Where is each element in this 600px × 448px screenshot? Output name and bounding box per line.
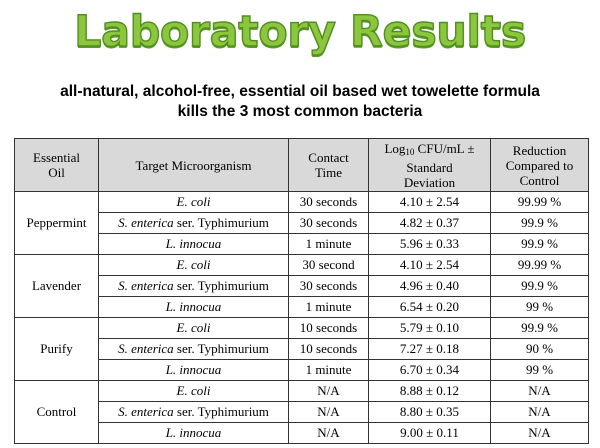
header-essential-oil: Essential Oil bbox=[15, 139, 99, 192]
table-row bbox=[15, 213, 589, 234]
results-table bbox=[14, 138, 589, 444]
contact-time-cell: 30 seconds bbox=[289, 213, 369, 234]
reduction-cell: 99 % bbox=[491, 297, 589, 318]
microorganism-cell bbox=[99, 297, 289, 318]
reduction-cell: 99.99 % bbox=[491, 192, 589, 213]
log-cfu-cell: 6.70 ± 0.34 bbox=[369, 360, 491, 381]
log-cfu-cell: 4.10 ± 2.54 bbox=[369, 192, 491, 213]
microorganism-species: S. enterica bbox=[118, 215, 174, 230]
reduction-cell: 99 % bbox=[491, 360, 589, 381]
page-title: Laboratory Results bbox=[74, 7, 526, 57]
header-reduction: Reduction Compared to Control bbox=[491, 139, 589, 192]
header-target-microorganism: Target Microorganism bbox=[99, 139, 289, 192]
header-log-cfu: Log$_{10}$ CFU/mL ± Standard Deviation bbox=[369, 139, 491, 192]
essential-oil-cell: Peppermint bbox=[15, 192, 99, 255]
microorganism-species: E. coli bbox=[176, 383, 211, 398]
microorganism-serovar: ser. Typhimurium bbox=[173, 278, 269, 293]
contact-time-cell: 30 second bbox=[289, 255, 369, 276]
microorganism-species: E. coli bbox=[176, 320, 211, 335]
reduction-cell: 99.99 % bbox=[491, 255, 589, 276]
table-row bbox=[15, 423, 589, 444]
microorganism-cell bbox=[99, 276, 289, 297]
microorganism-cell bbox=[99, 234, 289, 255]
table-row bbox=[15, 297, 589, 318]
microorganism-serovar: ser. Typhimurium bbox=[173, 215, 269, 230]
reduction-cell: N/A bbox=[491, 402, 589, 423]
reduction-cell: N/A bbox=[491, 423, 589, 444]
contact-time-cell: N/A bbox=[289, 402, 369, 423]
microorganism-species: S. enterica bbox=[118, 341, 174, 356]
table-row bbox=[15, 318, 589, 339]
microorganism-species: E. coli bbox=[176, 257, 211, 272]
log-cfu-cell: 5.96 ± 0.33 bbox=[369, 234, 491, 255]
contact-time-cell: 1 minute bbox=[289, 234, 369, 255]
microorganism-cell bbox=[99, 360, 289, 381]
contact-time-cell: 10 seconds bbox=[289, 318, 369, 339]
reduction-cell: 90 % bbox=[491, 339, 589, 360]
essential-oil-cell: Purify bbox=[15, 318, 99, 381]
log-cfu-cell: 8.80 ± 0.35 bbox=[369, 402, 491, 423]
table-row bbox=[15, 234, 589, 255]
log-cfu-cell: 4.10 ± 2.54 bbox=[369, 255, 491, 276]
table-body bbox=[15, 192, 589, 444]
subtitle-line-1: all-natural, alcohol-free, essential oil based wet towelette formula bbox=[60, 83, 540, 100]
microorganism-cell bbox=[99, 213, 289, 234]
log-cfu-cell: 9.00 ± 0.11 bbox=[369, 423, 491, 444]
microorganism-species: S. enterica bbox=[118, 404, 174, 419]
contact-time-cell: 30 seconds bbox=[289, 276, 369, 297]
table-row bbox=[15, 402, 589, 423]
reduction-cell: 99.9 % bbox=[491, 234, 589, 255]
contact-time-cell: 1 minute bbox=[289, 360, 369, 381]
reduction-cell: 99.9 % bbox=[491, 318, 589, 339]
reduction-cell: 99.9 % bbox=[491, 213, 589, 234]
microorganism-cell bbox=[99, 192, 289, 213]
microorganism-species: L. innocua bbox=[165, 236, 222, 251]
microorganism-cell bbox=[99, 255, 289, 276]
header-contact-time: Contact Time bbox=[289, 139, 369, 192]
log-cfu-cell: 7.27 ± 0.18 bbox=[369, 339, 491, 360]
microorganism-species: L. innocua bbox=[165, 425, 222, 440]
log-cfu-cell: 4.96 ± 0.40 bbox=[369, 276, 491, 297]
log-cfu-cell: 6.54 ± 0.20 bbox=[369, 297, 491, 318]
microorganism-species: E. coli bbox=[176, 194, 211, 209]
subtitle-line-2: kills the 3 most common bacteria bbox=[177, 103, 423, 120]
microorganism-cell bbox=[99, 381, 289, 402]
table-row bbox=[15, 192, 589, 213]
essential-oil-cell: Control bbox=[15, 381, 99, 444]
contact-time-cell: 30 seconds bbox=[289, 192, 369, 213]
table-row bbox=[15, 276, 589, 297]
log-cfu-cell: 5.79 ± 0.10 bbox=[369, 318, 491, 339]
microorganism-cell bbox=[99, 402, 289, 423]
table-row bbox=[15, 255, 589, 276]
microorganism-cell bbox=[99, 339, 289, 360]
microorganism-cell bbox=[99, 423, 289, 444]
table-row bbox=[15, 381, 589, 402]
reduction-cell: 99.9 % bbox=[491, 276, 589, 297]
reduction-cell: N/A bbox=[491, 381, 589, 402]
microorganism-species: S. enterica bbox=[118, 278, 174, 293]
table-row bbox=[15, 360, 589, 381]
log-cfu-cell: 8.88 ± 0.12 bbox=[369, 381, 491, 402]
microorganism-serovar: ser. Typhimurium bbox=[173, 404, 269, 419]
microorganism-species: L. innocua bbox=[165, 299, 222, 314]
log-cfu-cell: 4.82 ± 0.37 bbox=[369, 213, 491, 234]
contact-time-cell: N/A bbox=[289, 381, 369, 402]
microorganism-species: L. innocua bbox=[165, 362, 222, 377]
contact-time-cell: N/A bbox=[289, 423, 369, 444]
contact-time-cell: 1 minute bbox=[289, 297, 369, 318]
table-header-row bbox=[15, 139, 589, 192]
essential-oil-cell: Lavender bbox=[15, 255, 99, 318]
microorganism-cell bbox=[99, 318, 289, 339]
microorganism-serovar: ser. Typhimurium bbox=[173, 341, 269, 356]
table-row bbox=[15, 339, 589, 360]
contact-time-cell: 10 seconds bbox=[289, 339, 369, 360]
